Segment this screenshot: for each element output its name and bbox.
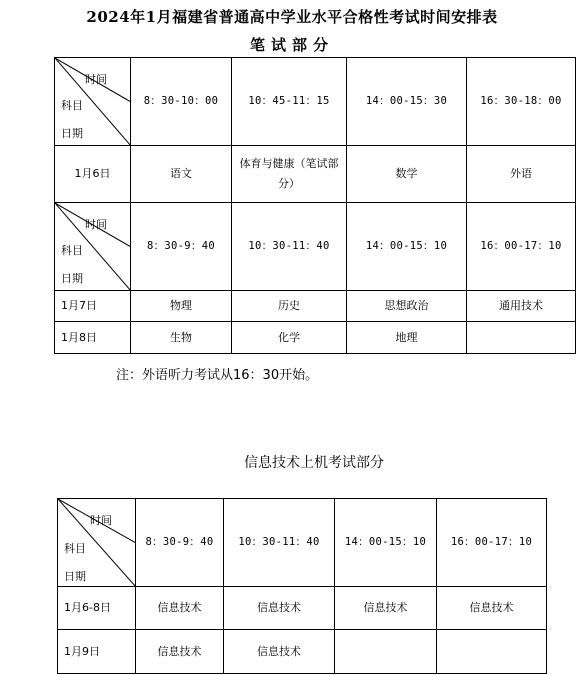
subject-cell: 生物 — [131, 322, 232, 354]
header-subject-label: 科目 — [64, 542, 86, 555]
subject-cell: 信息技术 — [224, 630, 335, 674]
header-time-label: 时间 — [85, 73, 107, 86]
time-slot: 10：30-11：40 — [224, 499, 335, 587]
subject-cell: 物理 — [131, 291, 232, 322]
diagonal-header-cell — [55, 58, 131, 146]
subject-cell: 信息技术 — [224, 587, 335, 630]
diagonal-header-cell — [58, 499, 136, 587]
subject-cell — [437, 630, 547, 674]
subject-cell: 思想政治 — [347, 291, 467, 322]
time-slot: 16：00-17：10 — [467, 203, 576, 291]
subject-cell: 外语 — [467, 146, 576, 203]
time-slot: 14：00-15：10 — [335, 499, 437, 587]
time-slot: 16：00-17：10 — [437, 499, 547, 587]
header-subject-label: 科目 — [61, 244, 83, 257]
date-cell: 1月9日 — [58, 630, 136, 674]
subject-cell: 化学 — [232, 322, 347, 354]
subject-cell: 语文 — [131, 146, 232, 203]
time-slot: 10：45-11：15 — [232, 58, 347, 146]
subject-cell: 信息技术 — [335, 587, 437, 630]
subject-cell: 历史 — [232, 291, 347, 322]
time-slot: 16：30-18：00 — [467, 58, 576, 146]
date-cell: 1月8日 — [55, 322, 131, 354]
subject-cell: 体育与健康（笔试部分） — [232, 146, 347, 203]
subject-cell: 地理 — [347, 322, 467, 354]
subject-cell: 通用技术 — [467, 291, 576, 322]
section-title-computer: 信息技术上机考试部分 — [244, 455, 384, 471]
header-date-label: 日期 — [61, 127, 83, 140]
header-time-label: 时间 — [90, 514, 112, 527]
computer-exam-table — [57, 498, 547, 674]
subject-cell: 信息技术 — [136, 587, 224, 630]
header-time-label: 时间 — [85, 218, 107, 231]
time-slot: 8：30-10：00 — [131, 58, 232, 146]
subject-cell: 信息技术 — [437, 587, 547, 630]
time-slot: 10：30-11：40 — [232, 203, 347, 291]
diagonal-header-cell — [55, 203, 131, 291]
written-exam-table — [54, 57, 576, 354]
date-cell: 1月6-8日 — [58, 587, 136, 630]
date-cell: 1月7日 — [55, 291, 131, 322]
section-title-written: 笔试部分 — [249, 36, 334, 54]
time-slot: 8：30-9：40 — [136, 499, 224, 587]
header-date-label: 日期 — [64, 570, 86, 583]
subject-cell: 信息技术 — [136, 630, 224, 674]
time-slot: 14：00-15：30 — [347, 58, 467, 146]
subject-cell — [335, 630, 437, 674]
time-slot: 8：30-9：40 — [131, 203, 232, 291]
subject-cell: 数学 — [347, 146, 467, 203]
date-cell: 1月6日 — [55, 146, 131, 203]
subject-cell — [467, 322, 576, 354]
time-slot: 14：00-15：10 — [347, 203, 467, 291]
document-title: 2024年1月福建省普通高中学业水平合格性考试时间安排表 — [86, 8, 498, 26]
header-subject-label: 科目 — [61, 99, 83, 112]
listening-note: 注：外语听力考试从16：30开始。 — [116, 368, 319, 383]
header-date-label: 日期 — [61, 272, 83, 285]
